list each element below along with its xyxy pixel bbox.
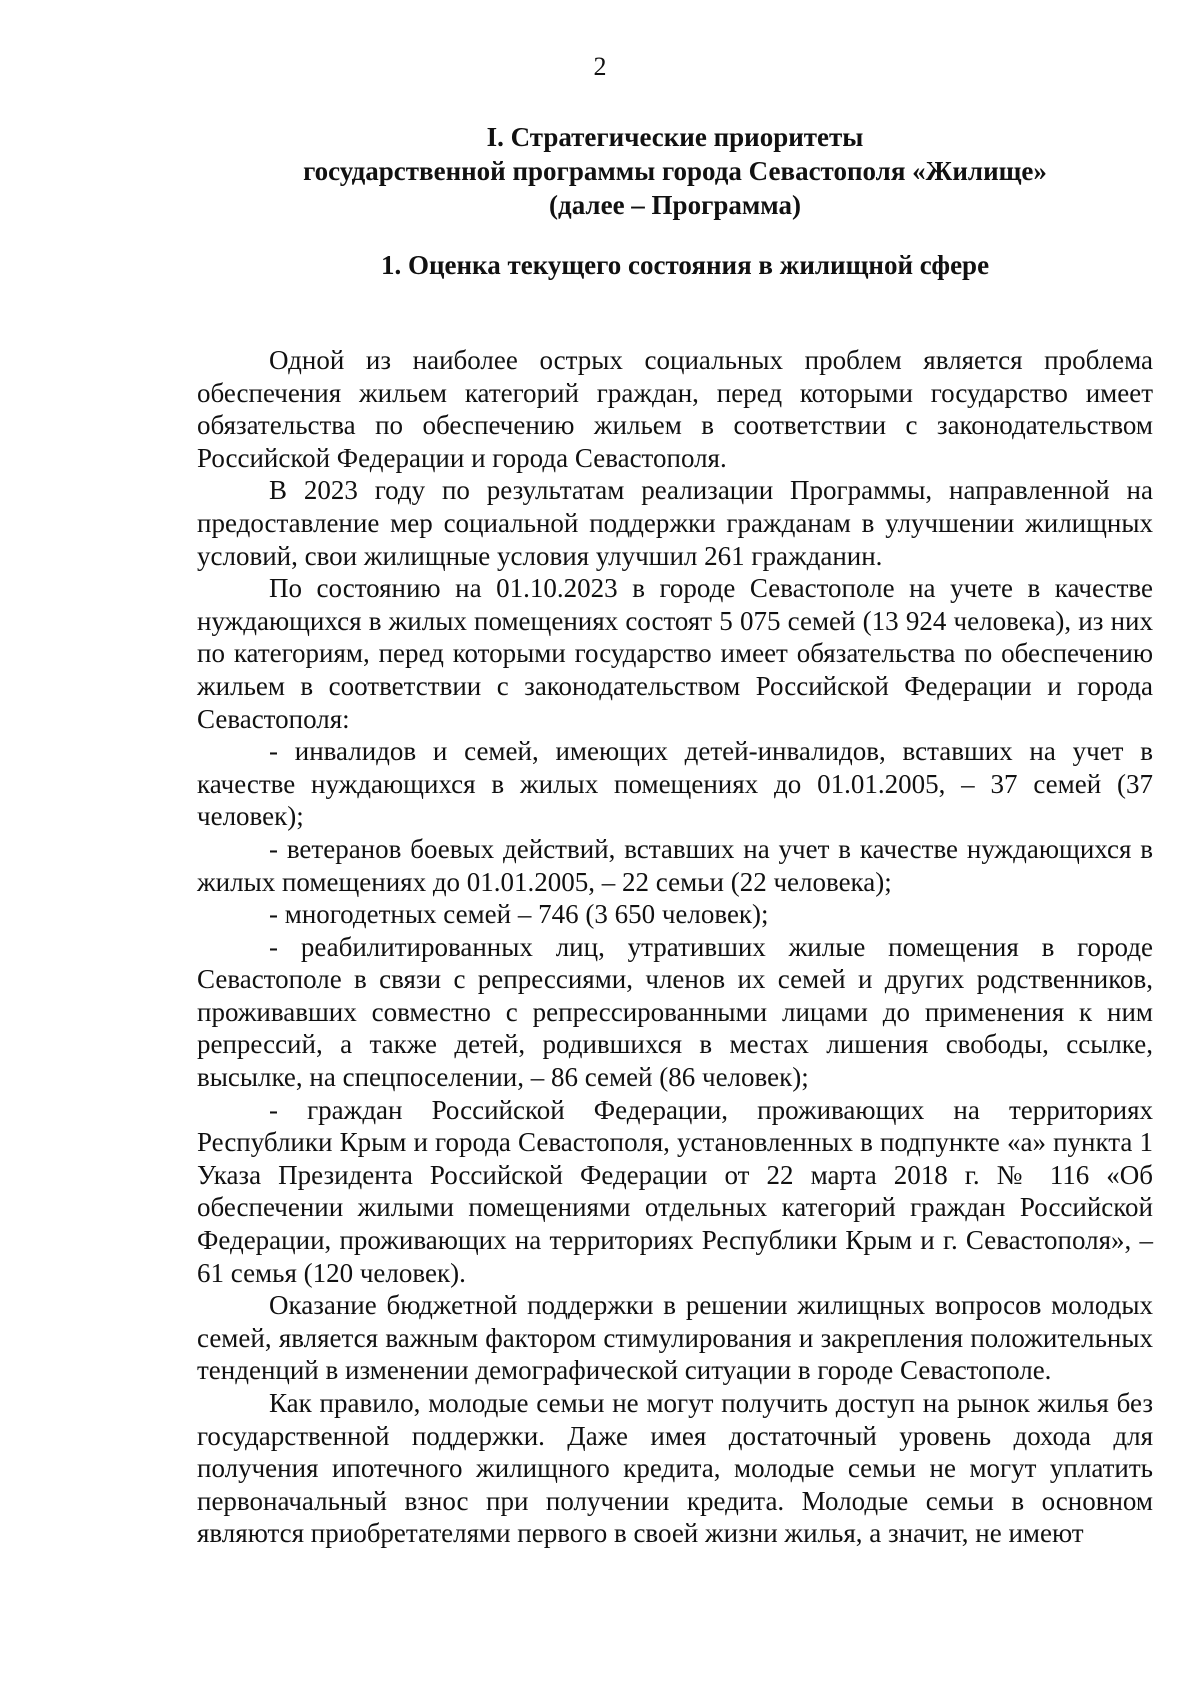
section-title-line: государственной программы города Севастополя «Жилище» [303,156,1047,186]
list-item: - инвалидов и семей, имеющих детей-инвалидов, вставших на учет в качестве нуждающихся в жилых помещениях до 01.01.2005, – 37 семей (37 человек); [197,736,1153,832]
paragraph: Как правило, молодые семьи не могут получить доступ на рынок жилья без государственной поддержки. Даже имея достаточный уровень дохода для получения ипотечного жилищного кредита, молодые семьи не могут уплатить первоначальный взнос при получении кредита. Молодые семьи в основном являются приобретателями первого в своей жизни жилья, а значит, не имеют [197,1388,1153,1549]
subsection-title: 1. Оценка текущего состояния в жилищной сфере [380,250,990,280]
paragraph: В 2023 году по результатам реализации Программы, направленной на предоставление мер социальной поддержки гражданам в улучшении жилищных условий, свои жилищные условия улучшил 261 гражданин. [197,475,1153,571]
paragraph: Одной из наиболее острых социальных проблем является проблема обеспечения жильем категорий граждан, перед которыми государство имеет обязательства по обеспечению жильем в соответствии с законодательством Российской Федерации и города Севастополя. [197,345,1153,473]
paragraph: По состоянию на 01.10.2023 в городе Севастополе на учете в качестве нуждающихся в жилых помещениях состоят 5 075 семей (13 924 человека), из них по категориям, перед которыми государство имеет обязательства по обеспечению жильем в соответствии с законодательством Российской Федерации и города Севастополя: [197,573,1153,734]
section-title [0,120,1200,222]
document-body [197,344,1153,1550]
list-item: - реабилитированных лиц, утративших жилые помещения в городе Севастополе в связи с репрессиями, членов их семей и других родственников, проживавших совместно с репрессированными лицами до применения к ним репрессий, а также детей, родившихся в местах лишения свободы, ссылке, высылке, на спецпоселении, – 86 семей (86 человек); [197,931,1153,1093]
page-number: 2 [593,52,607,81]
list-item: - ветеранов боевых действий, вставших на учет в качестве нуждающихся в жилых помещениях до 01.01.2005, – 22 семьи (22 человека); [197,833,1153,897]
section-title-line: (далее – Программа) [549,190,801,220]
list-item: - граждан Российской Федерации, проживающих на территориях Республики Крым и города Севастополя, установленных в подпункте «а» пункта 1 Указа Президента Российской Федерации от 22 марта 2018 г. № 116 «Об обеспечении жилыми помещениями отдельных категорий граждан Российской Федерации, проживающих на территориях Республики Крым и г. Севастополя», – 61 семья (120 человек). [197,1094,1153,1288]
section-title-line: I. Стратегические приоритеты [486,122,864,152]
list-item: - многодетных семей – 746 (3 650 человек); [269,899,769,930]
paragraph: Оказание бюджетной поддержки в решении жилищных вопросов молодых семей, является важным фактором стимулирования и закрепления положительных тенденций в изменении демографической ситуации в городе Севастополе. [197,1290,1153,1386]
